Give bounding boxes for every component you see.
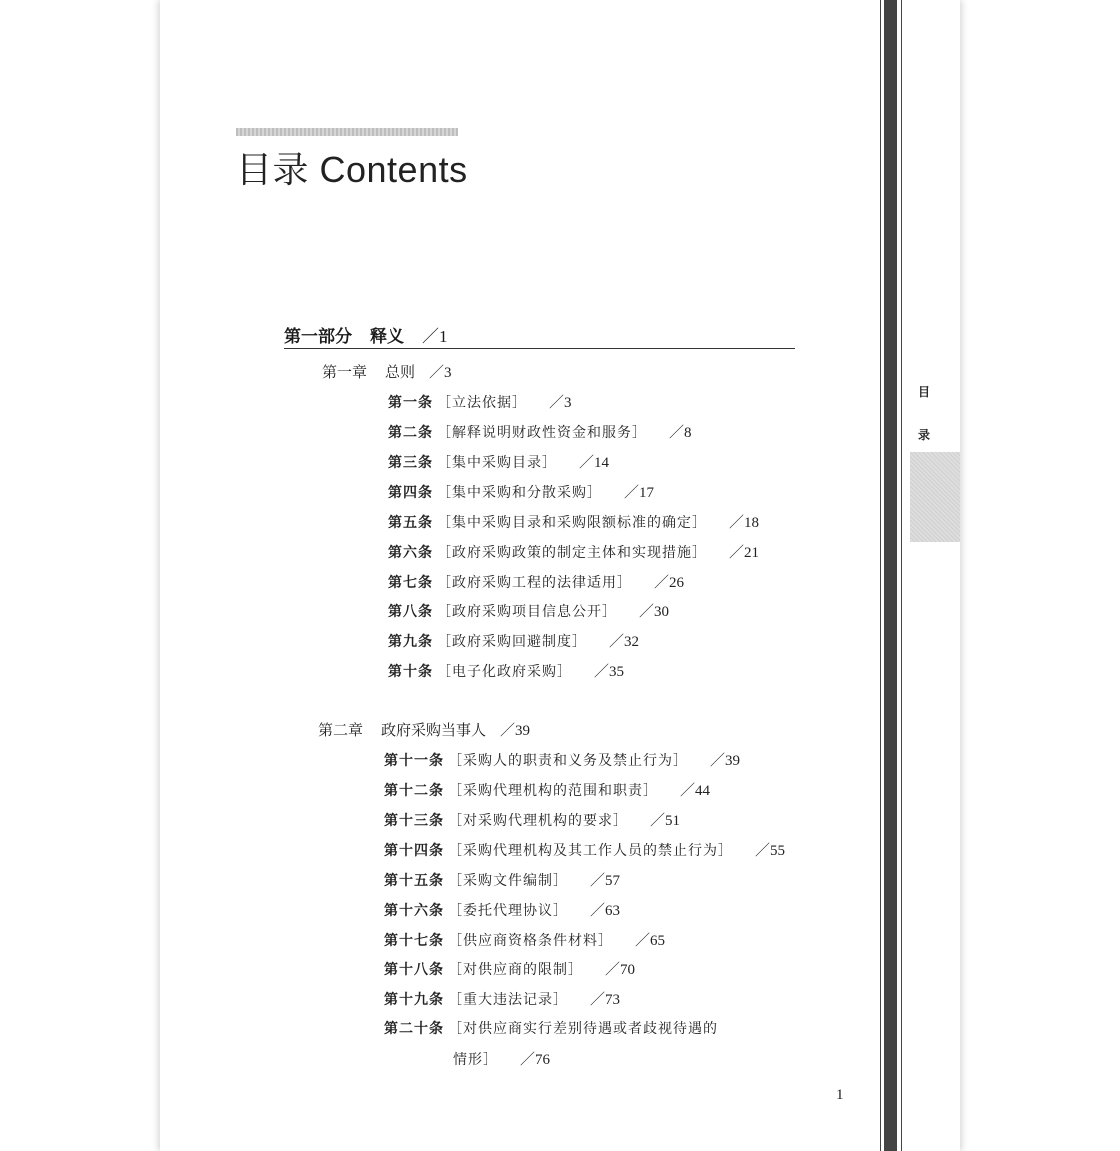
article-number: 第十五条 (384, 873, 444, 889)
side-tab-char: 录 (918, 428, 931, 442)
article-page: ／26 (654, 575, 685, 591)
toc-entry-continuation (453, 1048, 550, 1069)
article-number: 第五条 (388, 515, 433, 531)
article-page: ／51 (650, 813, 681, 829)
article-title: ［电子化政府采购］ (437, 664, 572, 680)
title-decoration-bar (236, 128, 458, 136)
toc-entry (384, 749, 740, 770)
article-number: 第十二条 (384, 783, 444, 799)
article-title: ［集中采购目录和采购限额标准的确定］ (437, 515, 707, 531)
article-title: ［对供应商实行差别待遇或者歧视待遇的 (448, 1021, 718, 1037)
article-page: ／30 (639, 604, 670, 620)
article-page: ／39 (710, 753, 741, 769)
article-title: ［重大违法记录］ (448, 992, 568, 1008)
toc-entry (384, 779, 710, 800)
article-number: 第二条 (388, 425, 433, 441)
side-tab-char: 目 (918, 385, 931, 399)
article-title: ［政府采购项目信息公开］ (437, 604, 617, 620)
article-page: ／63 (590, 903, 621, 919)
article-number: 第十九条 (384, 992, 444, 1008)
toc-entry (388, 451, 609, 472)
article-page: ／32 (609, 634, 640, 650)
article-number: 第十四条 (384, 843, 444, 859)
article-title: ［采购文件编制］ (448, 873, 568, 889)
chapter-heading (318, 719, 530, 740)
article-number: 第八条 (388, 604, 433, 620)
toc-entry (384, 929, 665, 950)
article-title: ［采购人的职责和义务及禁止行为］ (448, 753, 688, 769)
chapter-heading (322, 361, 452, 382)
toc-entry (384, 809, 680, 830)
article-title: ［集中采购和分散采购］ (437, 485, 602, 501)
article-page: ／73 (590, 992, 621, 1008)
article-number: 第四条 (388, 485, 433, 501)
article-page: ／55 (755, 843, 786, 859)
article-title: ［采购代理机构的范围和职责］ (448, 783, 658, 799)
toc-entry (388, 600, 669, 621)
article-number: 第十七条 (384, 933, 444, 949)
toc-entry (384, 958, 635, 979)
toc-entry (388, 391, 572, 412)
article-number: 第三条 (388, 455, 433, 471)
article-page: ／44 (680, 783, 711, 799)
article-number: 第十一条 (384, 753, 444, 769)
article-number: 第一条 (388, 395, 433, 411)
part-label: 第一部分 (284, 327, 352, 347)
article-page: ／14 (579, 455, 610, 471)
toc-entry (388, 571, 684, 592)
article-title: ［立法依据］ (437, 395, 527, 411)
article-page: ／70 (605, 962, 636, 978)
toc-entry (384, 1018, 718, 1038)
article-number: 第十八条 (384, 962, 444, 978)
toc-entry (388, 421, 692, 442)
article-page: ／21 (729, 545, 760, 561)
chapter-page: ／39 (500, 723, 531, 739)
chapter-label: 第二章 (318, 721, 364, 739)
article-title: ［对供应商的限制］ (448, 962, 583, 978)
article-number: 第六条 (388, 545, 433, 561)
article-page: ／17 (624, 485, 655, 501)
page-number: 1 (836, 1087, 844, 1103)
article-title: ［政府采购工程的法律适用］ (437, 575, 632, 591)
page-title: 目录 Contents (236, 149, 468, 190)
article-number: 第九条 (388, 634, 433, 650)
toc-entry (384, 869, 620, 890)
article-title: ［供应商资格条件材料］ (448, 933, 613, 949)
toc-entry (388, 541, 759, 562)
article-page: ／76 (520, 1052, 551, 1068)
chapter-page: ／3 (429, 365, 452, 381)
greek-key-border (880, 0, 902, 1151)
article-number: 第十三条 (384, 813, 444, 829)
greek-key-pattern (884, 0, 897, 1151)
article-page: ／3 (549, 395, 572, 411)
part-heading (284, 322, 448, 347)
article-title: ［集中采购目录］ (437, 455, 557, 471)
toc-entry (388, 481, 654, 502)
toc-entry (384, 899, 620, 920)
article-page: ／57 (590, 873, 621, 889)
article-number: 第十条 (388, 664, 433, 680)
article-title: ［采购代理机构及其工作人员的禁止行为］ (448, 843, 733, 859)
article-number: 第十六条 (384, 903, 444, 919)
article-number: 第二十条 (384, 1021, 444, 1037)
toc-entry (388, 511, 759, 532)
chapter-name: 总则 (385, 363, 416, 381)
article-title-continued: 情形］ (453, 1052, 498, 1068)
article-page: ／8 (669, 425, 692, 441)
article-title: ［政府采购回避制度］ (437, 634, 587, 650)
chapter-name: 政府采购当事人 (381, 721, 487, 739)
article-page: ／35 (594, 664, 625, 680)
side-tab-marker (910, 452, 960, 542)
article-title: ［对采购代理机构的要求］ (448, 813, 628, 829)
article-page: ／18 (729, 515, 760, 531)
article-number: 第七条 (388, 575, 433, 591)
toc-entry (384, 839, 785, 860)
toc-entry (384, 988, 620, 1009)
part-page: ／1 (422, 327, 448, 346)
part-underline (284, 348, 795, 349)
article-page: ／65 (635, 933, 666, 949)
chapter-label: 第一章 (322, 363, 368, 381)
article-title: ［委托代理协议］ (448, 903, 568, 919)
article-title: ［政府采购政策的制定主体和实现措施］ (437, 545, 707, 561)
part-name: 释义 (370, 327, 404, 347)
toc-entry (388, 660, 624, 681)
article-title: ［解释说明财政性资金和服务］ (437, 425, 647, 441)
toc-entry (388, 630, 639, 651)
